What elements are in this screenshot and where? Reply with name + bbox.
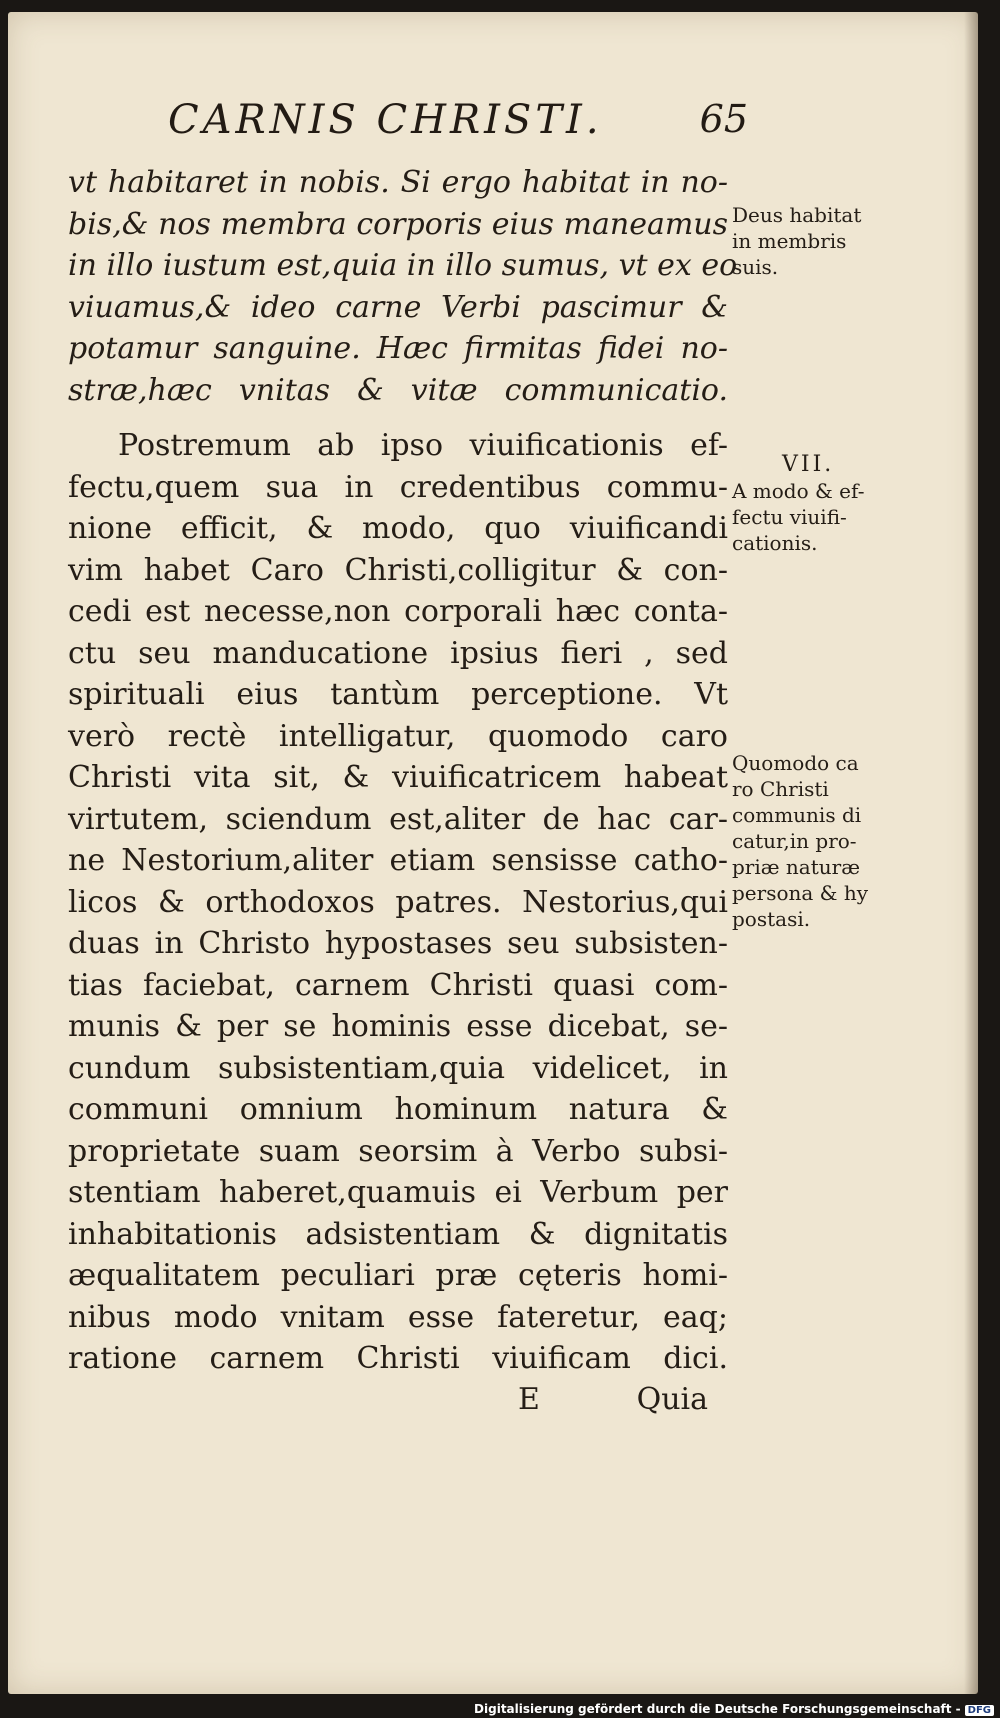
text-line: tias faciebat, carnem Christi quasi com- xyxy=(68,967,728,1003)
text-line: licos & orthodoxos patres. Nestorius,qui xyxy=(68,884,728,920)
section-numeral: VII. xyxy=(782,452,835,477)
text-line: bis,& nos membra corporis eius maneamus xyxy=(68,206,728,242)
main-text xyxy=(68,162,738,1417)
text-line: spirituali eius tantùm perceptione. Vt xyxy=(68,677,728,712)
italic-quotation xyxy=(68,162,738,411)
marginal-line: cationis. xyxy=(732,531,818,555)
text-line: virtutem, sciendum est,aliter de hac car- xyxy=(68,801,728,837)
marginal-line: Deus habitat xyxy=(732,203,862,227)
marginal-note-quomodo xyxy=(732,750,912,932)
text-line: proprietate suam seorsim à Verbo subsi- xyxy=(68,1133,728,1169)
roman-paragraph xyxy=(68,425,728,1380)
marginal-line: priæ naturæ xyxy=(732,855,860,879)
digitization-credit xyxy=(474,1702,994,1716)
marginal-line: postasi. xyxy=(732,907,811,931)
text-line: communi omnium hominum natura & xyxy=(68,1092,728,1127)
text-line: fectu,quem sua in credentibus commu- xyxy=(68,469,728,505)
marginal-line: suis. xyxy=(732,255,779,279)
catchword: Quia xyxy=(636,1382,708,1417)
text-line: cundum subsistentiam,quia videlicet, in xyxy=(68,1050,728,1086)
marginal-note-deus-habitat xyxy=(732,202,912,280)
marginal-line: Quomodo ca xyxy=(732,751,859,775)
text-line: potamur sanguine. Hæc firmitas fidei no- xyxy=(68,331,728,366)
text-line: verò rectè intelligatur, quomodo caro xyxy=(68,718,728,754)
signature-mark: E xyxy=(518,1382,540,1417)
marginal-note-a-modo xyxy=(732,452,912,556)
marginal-line: communis di xyxy=(732,803,862,827)
text-line: stræ,hæc vnitas & vitæ communicatio. xyxy=(68,372,728,408)
text-line: inhabitationis adsistentiam & dignitatis xyxy=(68,1216,728,1252)
page-header xyxy=(168,97,748,157)
marginal-line: A modo & ef- xyxy=(732,479,865,503)
text-line: vt habitaret in nobis. Si ergo habitat in no- xyxy=(68,165,728,200)
running-title: CARNIS CHRISTI. xyxy=(168,97,603,143)
text-line: vim habet Caro Christi,colligitur & con- xyxy=(68,552,728,588)
page-number: 65 xyxy=(699,97,748,141)
text-line: nione efficit, & modo, quo viuificandi xyxy=(68,511,728,546)
text-line: munis & per se hominis esse dicebat, se- xyxy=(68,1009,728,1044)
text-line: viuamus,& ideo carne Verbi pascimur & xyxy=(68,289,728,325)
text-line: ratione carnem Christi viuificam dici. xyxy=(68,1341,728,1376)
text-line: ne Nestorium,aliter etiam sensisse catho- xyxy=(68,843,728,878)
marginal-line: persona & hy xyxy=(732,881,869,905)
text-line: ctu seu manducatione ipsius fieri , sed xyxy=(68,635,728,671)
text-line: stentiam haberet,quamuis ei Verbum per xyxy=(68,1175,728,1210)
marginal-line: fectu viuifi- xyxy=(732,505,847,529)
text-line: in illo iustum est,quia in illo sumus, vt ex eo xyxy=(68,248,738,283)
text-line: cedi est necesse,non corporali hæc conta- xyxy=(68,594,728,629)
text-line: nibus modo vnitam esse fateretur, eaq; xyxy=(68,1299,728,1335)
dfg-logo: DFG xyxy=(965,1705,994,1716)
text-line: æqualitatem peculiari præ cęteris homi- xyxy=(68,1258,728,1293)
text-line: Christi vita sit, & viuificatricem habeat xyxy=(68,760,728,795)
credit-text: Digitalisierung gefördert durch die Deutsche Forschungsgemeinschaft - xyxy=(474,1702,961,1716)
catchline xyxy=(68,1382,708,1424)
marginal-line: ro Christi xyxy=(732,777,829,801)
text-line: duas in Christo hypostases seu subsisten- xyxy=(68,926,728,961)
marginal-line: catur,in pro- xyxy=(732,829,857,853)
book-page xyxy=(8,12,978,1694)
text-line: Postremum ab ipso viuificationis ef- xyxy=(118,428,728,463)
marginal-line: in membris xyxy=(732,229,847,253)
